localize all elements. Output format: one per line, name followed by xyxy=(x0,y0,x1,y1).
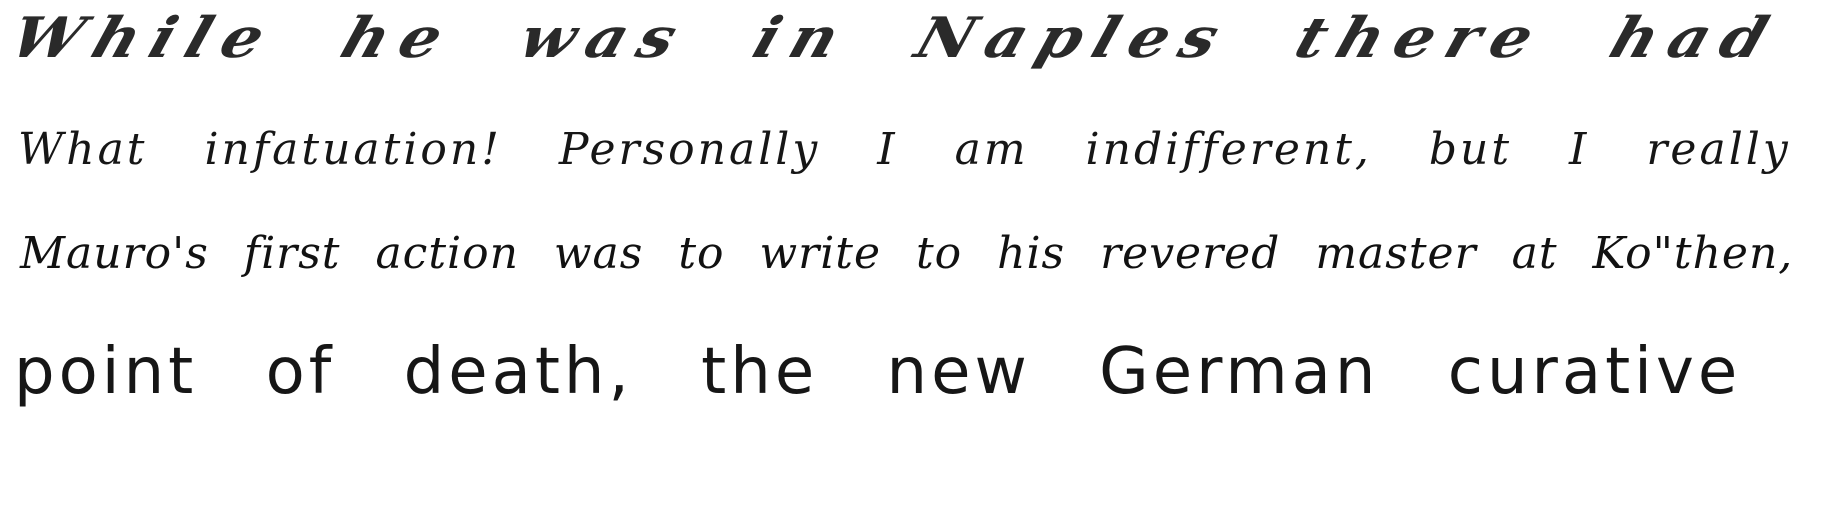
handwritten-line-1: While he was in Naples there had xyxy=(2,4,1789,71)
handwritten-line-3: Mauro's first action was to write to his revered master at Ko"then, xyxy=(20,228,1794,279)
handwritten-line-2: What infatuation! Personally I am indifferent, but I really xyxy=(18,124,1791,175)
handwritten-line-4: point of death, the new German curative xyxy=(14,335,1742,409)
